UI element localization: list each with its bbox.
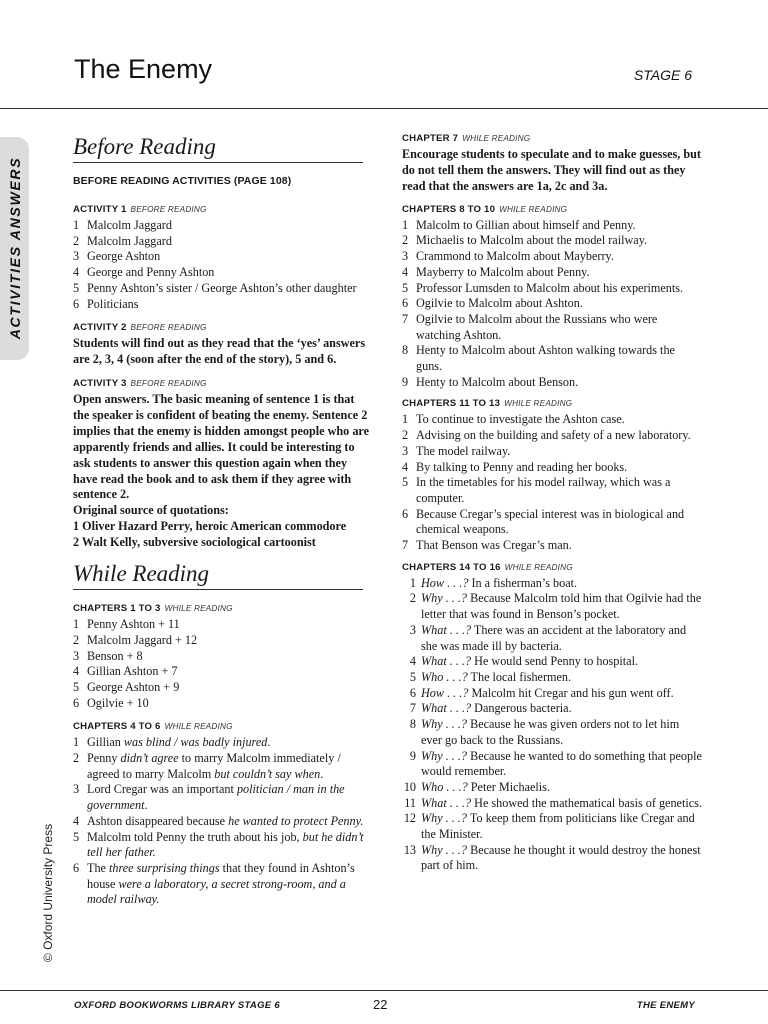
list-item-text: In the timetables for his model railway, which was a computer.: [416, 475, 671, 505]
list-item-text-part: .: [267, 735, 271, 750]
list-item-text: [421, 623, 702, 654]
list-item-number: 4: [73, 664, 80, 679]
list-item: [402, 701, 702, 717]
chapter-7-label: CHAPTER 7: [402, 133, 459, 144]
list-item: [402, 654, 702, 670]
chapter-7-tag: WHILE READING: [462, 134, 531, 143]
list-item-number: 3: [402, 443, 409, 458]
list-item: [402, 843, 702, 874]
side-tab-label: ACTIVITIES ANSWERS: [7, 156, 23, 340]
activity-1-heading: [73, 204, 373, 216]
list-item-number: 7: [402, 311, 409, 326]
question-word: Why . . .?: [421, 591, 468, 606]
question-word: How . . .?: [421, 685, 469, 700]
chapters-8-10-list: [402, 218, 702, 391]
list-item-text: [421, 576, 577, 592]
chapters-1-3-label: CHAPTERS 1 TO 3: [73, 603, 161, 615]
answer-text: Peter Michaelis.: [467, 779, 550, 794]
stage-label: STAGE 6: [633, 67, 692, 83]
list-item-number: 2: [402, 233, 409, 248]
activity-3-tag: BEFORE READING: [130, 379, 207, 389]
list-item: [402, 538, 702, 554]
list-item: [73, 218, 373, 234]
list-item-number: 5: [73, 679, 80, 694]
copyright-notice: © Oxford University Press: [41, 823, 55, 963]
list-item: [73, 680, 373, 696]
list-item-text: Henty to Malcolm about Ashton walking towards the guns.: [416, 343, 675, 374]
question-word: How . . .?: [421, 575, 469, 590]
list-item-text-part: was blind / was badly injured: [123, 735, 268, 750]
chapters-4-6-label: CHAPTERS 4 TO 6: [73, 721, 161, 733]
list-item: [402, 233, 702, 249]
list-item: [402, 780, 702, 796]
activity-2-tag: BEFORE READING: [130, 323, 207, 333]
list-item-text: [87, 814, 363, 830]
list-item-text: Politicians: [87, 296, 139, 311]
list-item-number: 3: [73, 648, 80, 663]
list-item: [402, 670, 702, 686]
list-item-text-part: politician / man in the government: [87, 782, 345, 813]
list-item-text: Henty to Malcolm about Benson.: [416, 374, 579, 389]
list-item-text: To continue to investigate the Ashton case.: [416, 412, 625, 427]
list-item-text: Benson + 8: [87, 648, 143, 663]
list-item-text-part: to marry Malcolm immediately / agreed to marry Malcolm: [87, 751, 341, 781]
list-item-text: [421, 811, 702, 842]
list-item-text: Malcolm Jaggard: [87, 233, 172, 248]
chapter-7-heading: [402, 133, 702, 145]
answer-text: He showed the mathematical basis of genetics.: [471, 795, 702, 810]
page-title: The Enemy: [74, 54, 213, 84]
list-item: [402, 444, 702, 460]
list-item: [73, 633, 373, 649]
answer-text: Dangerous bacteria.: [471, 701, 572, 716]
before-reading-activities-heading: BEFORE READING ACTIVITIES (PAGE 108): [73, 175, 292, 187]
list-item: [73, 751, 373, 782]
answer-text: Because he wanted to do something that people would remember.: [421, 748, 702, 779]
chapters-1-3-list: [73, 617, 373, 711]
list-item-number: 4: [402, 459, 409, 474]
activity-1-label: ACTIVITY 1: [73, 204, 127, 215]
list-item-number: 1: [73, 735, 80, 750]
list-item: [73, 249, 373, 265]
list-item: [402, 343, 702, 374]
list-item: [402, 475, 702, 506]
question-word: What . . .?: [421, 622, 472, 637]
list-item-number: 2: [73, 233, 80, 248]
answer-text: Malcolm hit Cregar and his gun went off.: [468, 685, 674, 700]
chapters-14-16-list: [402, 576, 702, 874]
source-heading: Original source of quotations:: [73, 503, 229, 518]
list-item-number: 6: [73, 695, 80, 710]
header-divider: [0, 108, 768, 109]
list-item: [402, 591, 702, 622]
list-item: [73, 234, 373, 250]
list-item-number: 1: [409, 575, 416, 590]
list-item-number: 6: [402, 296, 409, 311]
list-item-text: Crammond to Malcolm about Mayberry.: [416, 249, 614, 264]
list-item-number: 3: [402, 249, 409, 264]
source-2: 2 Walt Kelly, subversive sociological cartoonist: [73, 535, 316, 550]
list-item: [73, 782, 373, 813]
list-item-text-part: he wanted to protect Penny.: [228, 813, 364, 828]
list-item: [73, 297, 373, 313]
list-item-number: 5: [402, 475, 409, 490]
list-item-number: 4: [73, 813, 80, 828]
chapters-4-6-tag: WHILE READING: [164, 722, 233, 732]
list-item-text: Penny Ashton’s sister / George Ashton’s other daughter: [87, 280, 357, 295]
left-column: [73, 133, 373, 908]
list-item-number: 8: [402, 343, 409, 358]
list-item-number: 1: [402, 412, 409, 427]
right-column: [402, 133, 702, 874]
list-item-text: The model railway.: [416, 443, 511, 458]
list-item: [402, 749, 702, 780]
list-item: [402, 507, 702, 538]
list-item-text: George Ashton + 9: [87, 679, 180, 694]
list-item-number: 6: [73, 860, 80, 875]
activity-3-heading: [73, 378, 373, 390]
list-item-text: Ogilvie to Malcolm about Ashton.: [416, 296, 583, 311]
footer-book-title: THE ENEMY: [636, 1000, 695, 1011]
list-item-text-part: Penny: [87, 751, 121, 766]
list-item-text: George and Penny Ashton: [87, 265, 215, 280]
list-item: [73, 830, 373, 861]
list-item-number: 13: [403, 842, 416, 857]
answer-text: To keep them from politicians like Cregar and the Minister.: [421, 811, 695, 842]
list-item-number: 6: [402, 506, 409, 521]
list-item-text: [87, 830, 373, 861]
list-item: [73, 265, 373, 281]
list-item: [402, 281, 702, 297]
question-word: Why . . .?: [421, 842, 468, 857]
list-item: [402, 296, 702, 312]
list-item: [402, 796, 702, 812]
list-item-text: [87, 735, 270, 751]
list-item-text: [421, 591, 702, 622]
chapters-8-10-label: CHAPTERS 8 TO 10: [402, 203, 496, 215]
chapter-7-text: Encourage students to speculate and to make guesses, but do not tell them the answers. They will find out as they read that the answers are 1a, 2c and 3a.: [402, 147, 701, 193]
list-item-text: Mayberry to Malcolm about Penny.: [416, 264, 590, 279]
list-item-number: 3: [73, 249, 80, 264]
list-item-text: [421, 717, 702, 748]
list-item-text: Because Cregar’s special interest was in biological and chemical weapons.: [416, 506, 685, 537]
answer-text: Because Malcolm told him that Ogilvie had the letter that was found in Benson’s pocket.: [421, 591, 702, 622]
list-item: [402, 412, 702, 428]
list-item: [402, 428, 702, 444]
list-item-number: 6: [73, 296, 80, 311]
list-item-text: [421, 670, 571, 686]
activity-1-tag: BEFORE READING: [130, 205, 207, 214]
list-item: [73, 649, 373, 665]
chapters-4-6-list: [73, 735, 373, 908]
list-item: [73, 617, 373, 633]
list-item: [73, 664, 373, 680]
chapters-11-13-label: CHAPTERS 11 TO 13: [402, 398, 501, 410]
list-item-number: 7: [409, 701, 416, 716]
activity-3-label: ACTIVITY 3: [73, 378, 127, 390]
list-item-text: [421, 843, 702, 874]
list-item-number: 9: [409, 748, 416, 763]
chapters-11-13-list: [402, 412, 702, 553]
list-item-number: 2: [73, 632, 80, 647]
list-item-text-part: were a laboratory, a secret strong-room, and a model railway.: [87, 876, 346, 907]
answer-text: The local fishermen.: [467, 670, 572, 684]
list-item-text: Advising on the building and safety of a new laboratory.: [416, 428, 691, 443]
list-item-number: 5: [402, 280, 409, 295]
list-item: [402, 460, 702, 476]
list-item: [402, 623, 702, 654]
list-item-text: Malcolm Jaggard + 12: [87, 632, 198, 647]
list-item: [402, 218, 702, 234]
list-item-number: 9: [402, 374, 409, 389]
list-item-text: [421, 686, 674, 702]
question-word: What . . .?: [421, 701, 472, 716]
list-item: [73, 281, 373, 297]
list-item-number: 5: [409, 670, 416, 684]
list-item-number: 10: [403, 779, 416, 794]
list-item-number: 3: [73, 782, 80, 797]
list-item-text: That Benson was Cregar’s man.: [416, 538, 572, 553]
list-item-number: 4: [73, 265, 80, 280]
chapters-8-10-heading: [402, 204, 702, 216]
chapters-14-16-heading: [402, 562, 702, 574]
list-item-text: Ogilvie to Malcolm about the Russians who were watching Ashton.: [416, 311, 658, 342]
list-item-number: 8: [409, 717, 416, 732]
list-item: [402, 811, 702, 842]
list-item-text-part: Ashton disappeared because: [87, 813, 229, 828]
list-item-number: 3: [409, 622, 416, 637]
list-item-text-part: but he didn’t tell her father.: [87, 829, 364, 860]
list-item-text: Penny Ashton + 11: [87, 617, 180, 632]
page-number: 22: [373, 997, 388, 1012]
activity-2-heading: [73, 322, 373, 334]
chapters-1-3-tag: WHILE READING: [164, 604, 233, 614]
question-word: Who . . .?: [421, 779, 468, 794]
list-item-number: 11: [404, 795, 416, 810]
chapters-1-3-heading: [73, 603, 373, 615]
list-item: [402, 576, 702, 592]
chapters-14-16-label: CHAPTERS 14 TO 16: [402, 561, 501, 573]
activity-2-label: ACTIVITY 2: [73, 322, 127, 334]
list-item-text-part: that they found in Ashton’s house: [87, 860, 355, 891]
question-word: Why . . .?: [421, 748, 468, 763]
list-item-text: Professor Lumsden to Malcolm about his experiments.: [416, 280, 684, 295]
list-item-text: [421, 654, 638, 670]
before-reading-heading: Before Reading: [73, 133, 363, 163]
source-1: 1 Oliver Hazard Perry, heroic American commodore: [73, 519, 347, 534]
list-item-text: Malcolm Jaggard: [87, 218, 172, 232]
answer-text: He would send Penny to hospital.: [471, 654, 638, 669]
list-item-text: [87, 861, 373, 908]
question-word: Why . . .?: [421, 717, 468, 732]
question-word: What . . .?: [421, 795, 472, 810]
list-item-text: [421, 796, 702, 812]
list-item-text-part: didn’t agree: [120, 751, 179, 766]
list-item-text: [421, 701, 572, 717]
chapters-11-13-heading: [402, 398, 702, 410]
list-item-number: 7: [402, 538, 409, 553]
list-item: [402, 312, 702, 343]
list-item: [73, 735, 373, 751]
question-word: What . . .?: [421, 654, 472, 669]
list-item-text-part: .: [144, 798, 148, 813]
list-item: [402, 686, 702, 702]
list-item-number: 2: [409, 591, 416, 606]
list-item-number: 5: [73, 280, 80, 295]
chapters-4-6-heading: [73, 721, 373, 733]
list-item-text: Malcolm to Gillian about himself and Penny.: [416, 217, 636, 232]
list-item: [73, 696, 373, 712]
list-item-text-part: Malcolm told Penny the truth about his job,: [87, 829, 303, 844]
list-item-number: 4: [402, 264, 409, 279]
list-item-text: Michaelis to Malcolm about the model railway.: [416, 233, 648, 248]
list-item-number: 1: [73, 218, 80, 232]
list-item: [73, 861, 373, 908]
answer-text: Because he was given orders not to let him ever go back to the Russians.: [421, 717, 680, 747]
list-item: [73, 814, 373, 830]
list-item: [402, 375, 702, 391]
list-item-text: Gillian Ashton + 7: [87, 664, 178, 679]
list-item-number: 1: [402, 217, 409, 232]
list-item-number: 1: [73, 617, 80, 632]
list-item-text: [421, 749, 702, 780]
chapters-8-10-tag: WHILE READING: [499, 204, 568, 214]
chapters-14-16-tag: WHILE READING: [504, 562, 573, 572]
footer-series: OXFORD BOOKWORMS LIBRARY STAGE 6: [74, 1000, 280, 1011]
chapters-11-13-tag: WHILE READING: [504, 399, 573, 409]
activity-2-text: Students will find out as they read that the ‘yes’ answers are 2, 3, 4 (soon after the end of the story), 5 and 6.: [73, 336, 366, 367]
list-item-number: 6: [409, 685, 416, 700]
list-item-number: 2: [73, 751, 80, 766]
list-item-text-part: .: [320, 766, 324, 781]
activity-3-text: Open answers. The basic meaning of sentence 1 is that the speaker is confident of beating the enemy. Sentence 2 implies that the enemy is hidden amongst people who are apparently friends and allies. It could be interesting to ask students to answer this question again when they have read the book and to ask them if they agree with sentence 2.: [73, 392, 370, 502]
list-item-text: [87, 782, 373, 813]
list-item-number: 5: [73, 829, 80, 844]
list-item-text-part: but couldn’t say when: [214, 766, 321, 781]
answer-text: There was an accident at the laboratory and she was made ill by bacteria.: [421, 622, 687, 653]
list-item-text-part: Gillian: [87, 735, 124, 750]
list-item-text: By talking to Penny and reading her books.: [416, 459, 628, 474]
list-item: [402, 717, 702, 748]
list-item-text: [421, 780, 550, 796]
list-item-text: Ogilvie + 10: [87, 695, 149, 710]
list-item-text: George Ashton: [87, 249, 161, 264]
activity-1-list: [73, 218, 373, 312]
list-item: [402, 249, 702, 265]
footer-divider: [0, 990, 768, 991]
list-item-number: 4: [409, 654, 416, 669]
question-word: Why . . .?: [421, 811, 468, 826]
answer-text: In a fisherman’s boat.: [468, 575, 578, 590]
answer-text: Because he thought it would destroy the honest part of him.: [421, 842, 701, 873]
list-item-text-part: The: [87, 860, 109, 875]
list-item-text-part: Lord Cregar was an important: [87, 782, 237, 797]
while-reading-heading: While Reading: [73, 560, 363, 590]
list-item: [402, 265, 702, 281]
list-item-number: 2: [402, 428, 409, 443]
list-item-text: [87, 751, 373, 782]
list-item-text-part: three surprising things: [109, 860, 220, 875]
list-item-number: 12: [403, 811, 416, 826]
question-word: Who . . .?: [421, 670, 468, 684]
